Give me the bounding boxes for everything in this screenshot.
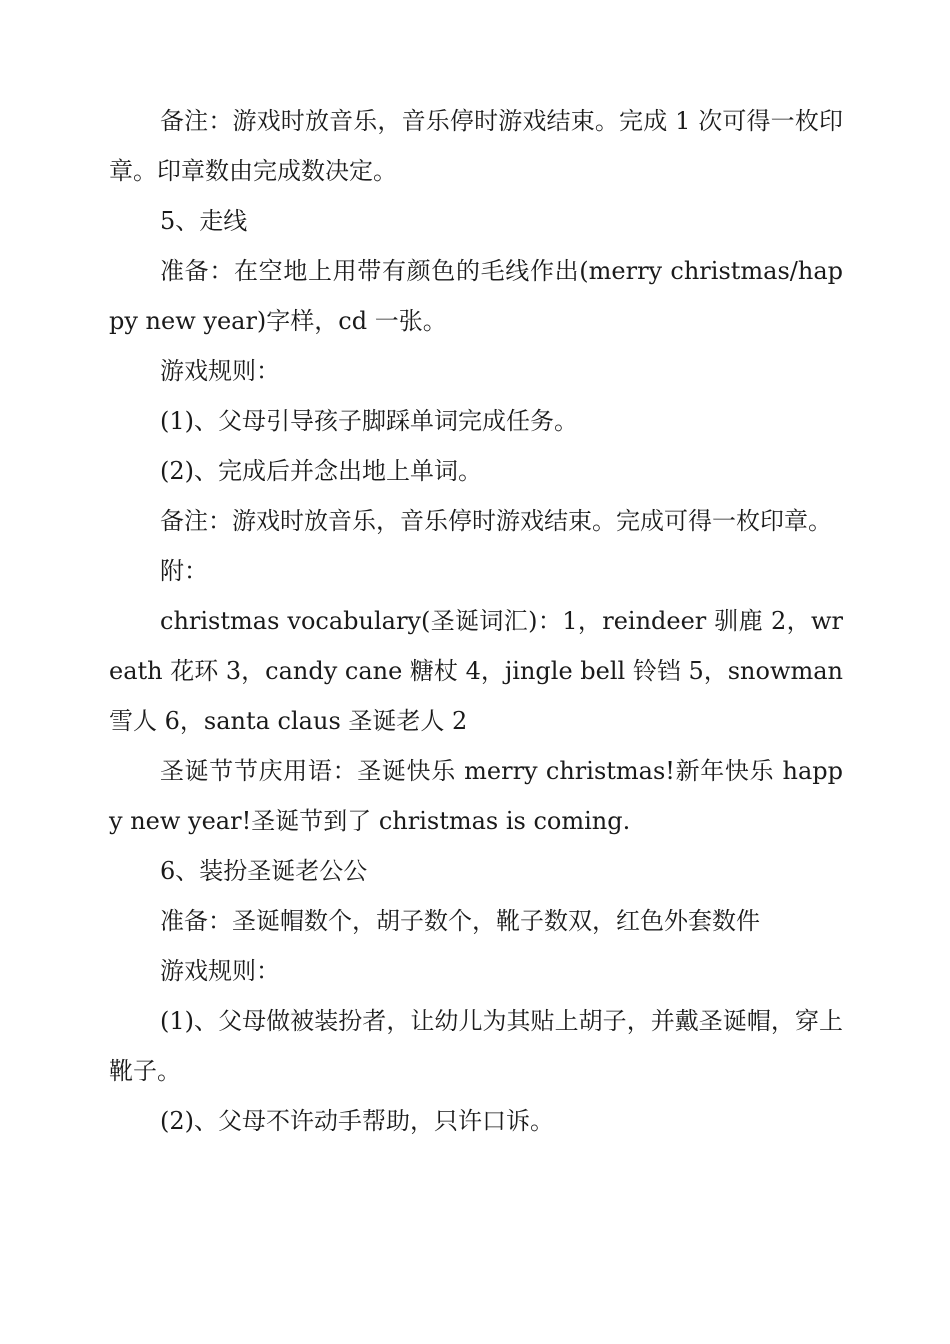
paragraph-prep-yarn-letters: 准备：在空地上用带有颜色的毛线作出(merry christmas/happy new year)字样，cd 一张。 (109, 257, 843, 335)
paragraph-rule-dress-1: (1)、父母做被装扮者，让幼儿为其贴上胡子，并戴圣诞帽，穿上靴子。 (109, 1007, 843, 1085)
paragraph-rule-1: (1)、父母引导孩子脚踩单词完成任务。 (160, 407, 578, 435)
paragraph-rule-2: (2)、完成后并念出地上单词。 (160, 457, 482, 485)
heading-dress-santa: 6、装扮圣诞老公公 (160, 857, 368, 885)
heading-walk-the-line: 5、走线 (160, 207, 248, 235)
paragraph-holiday-phrases: 圣诞节节庆用语：圣诞快乐 merry christmas!新年快乐 happy new year!圣诞节到了 christmas is coming. (109, 757, 843, 835)
paragraph-appendix-label: 附： (160, 557, 208, 585)
paragraph-note-stamp: 备注：游戏时放音乐，音乐停时游戏结束。完成可得一枚印章。 (160, 507, 832, 535)
paragraph-rule-dress-2: (2)、父母不许动手帮助，只许口诉。 (160, 1107, 554, 1135)
paragraph-rules-label-2: 游戏规则： (160, 957, 280, 985)
paragraph-note-stamp-count: 备注：游戏时放音乐，音乐停时游戏结束。完成 1 次可得一枚印章。印章数由完成数决定。 (109, 107, 843, 185)
paragraph-rules-label: 游戏规则： (160, 357, 280, 385)
document-body (109, 96, 843, 1146)
paragraph-prep-costumes: 准备：圣诞帽数个，胡子数个，靴子数双，红色外套数件 (160, 907, 760, 935)
paragraph-christmas-vocabulary: christmas vocabulary(圣诞词汇)：1，reindeer 驯鹿 2，wreath 花环 3，candy cane 糖杖 4，jingle bell 铃铛 5，snowman 雪人 6，santa claus 圣诞老人 2 (109, 607, 844, 735)
